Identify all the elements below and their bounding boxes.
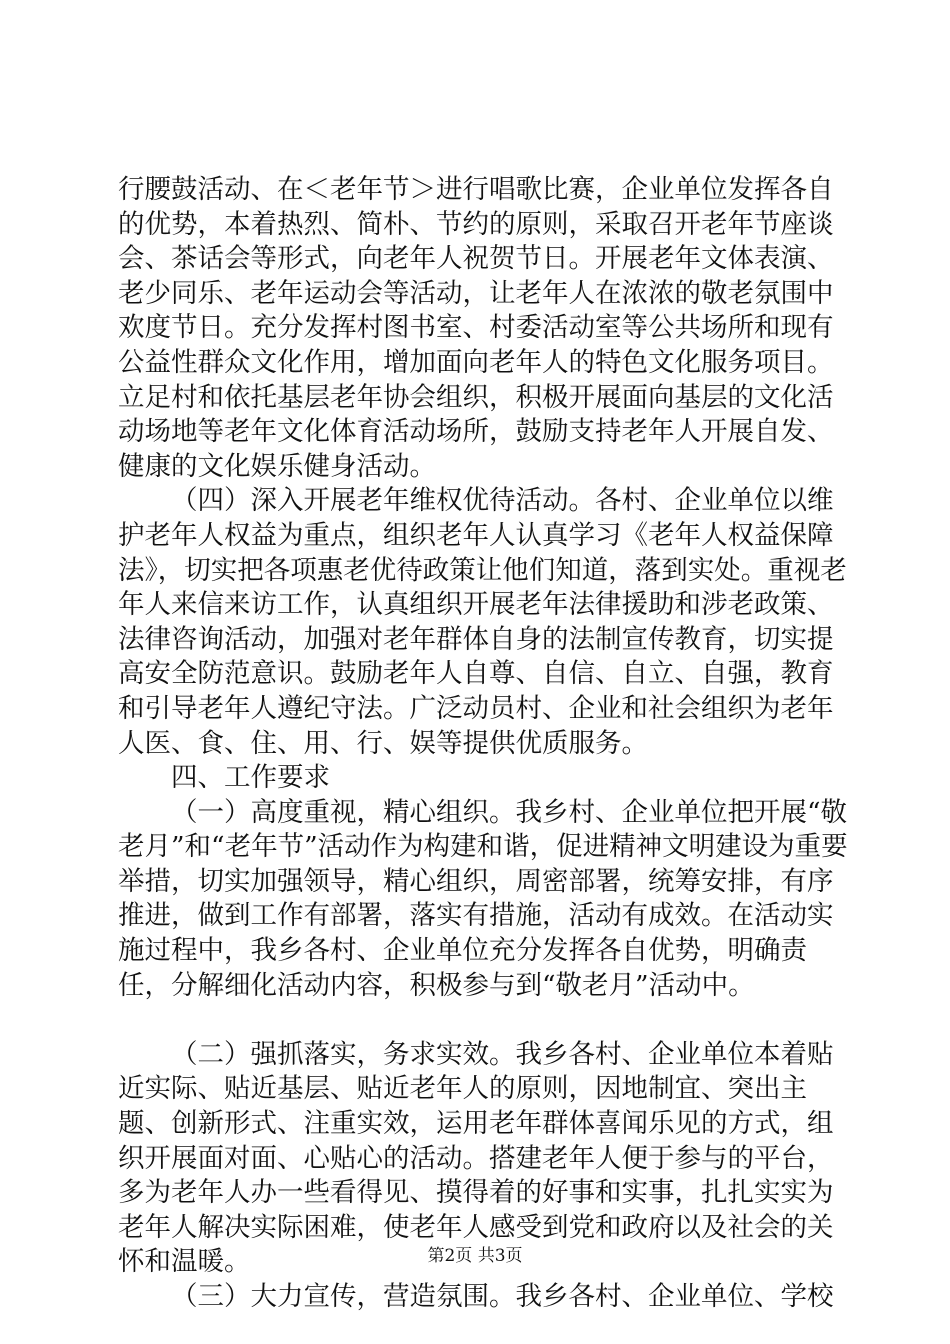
paragraph-requirement-2: （二）强抓落实，务求实效。我乡各村、企业单位本着贴近实际、贴近基层、贴近老年人的原则，因地制宜、突出主题、创新形式、注重实效，运用老年群体喜闻乐见的方式，组织开展面对面、心贴心的活动。搭建老年人便于参与的平台，多为老年人办一些看得见、摸得着的好事和实事，扎扎实实为老年人解决实际困难，使老年人感受到党和政府以及社会的关怀和温暖。 [118, 1038, 834, 1278]
paragraph-spacer [118, 1003, 858, 1038]
paragraph-section-4: （四）深入开展老年维权优待活动。各村、企业单位以维护老年人权益为重点，组织老年人认真学习《老年人权益保障法》，切实把各项惠老优待政策让他们知道，落到实处。重视老年人来信来访工作，认真组织开展老年法律援助和涉老政策、法律咨询活动，加强对老年群体自身的法制宣传教育，切实提高安全防范意识。鼓励老年人自尊、自信、自立、自强，教育和引导老年人遵纪守法。广泛动员村、企业和社会组织为老年人医、食、住、用、行、娱等提供优质服务。 [118, 485, 847, 759]
document-body [118, 173, 858, 1315]
page-number-footer: 第2页 共3页 [427, 1246, 523, 1266]
paragraph-requirement-3: （三）大力宣传，营造氛围。我乡各村、企业单位、学校 [171, 1281, 834, 1312]
heading-work-requirements: 四、工作要求 [171, 762, 330, 794]
paragraph-continuation: 行腰鼓活动、在＜老年节＞进行唱歌比赛，企业单位发挥各自的优势，本着热烈、简朴、节约的原则，采取召开老年节座谈会、茶话会等形式，向老年人祝贺节日。开展老年文体表演、老少同乐、老年运动会等活动，让老年人在浓浓的敬老氛围中欢度节日。充分发挥村图书室、村委活动室等公共场所和现有公益性群众文化作用，增加面向老年人的特色文化服务项目。立足村和依托基层老年协会组织，积极开展面向基层的文化活动场地等老年文化体育活动场所，鼓励支持老年人开展自发、健康的文化娱乐健身活动。 [118, 174, 834, 482]
paragraph-requirement-1: （一）高度重视，精心组织。我乡村、企业单位把开展“敬老月”和“老年节”活动作为构建和谐，促进精神文明建设为重要举措，切实加强领导，精心组织，周密部署，统筹安排，有序推进，做到工作有部署，落实有措施，活动有成效。在活动实施过程中，我乡各村、企业单位充分发挥各自优势，明确责任，分解细化活动内容，积极参与到“敬老月”活动中。 [118, 796, 848, 1001]
